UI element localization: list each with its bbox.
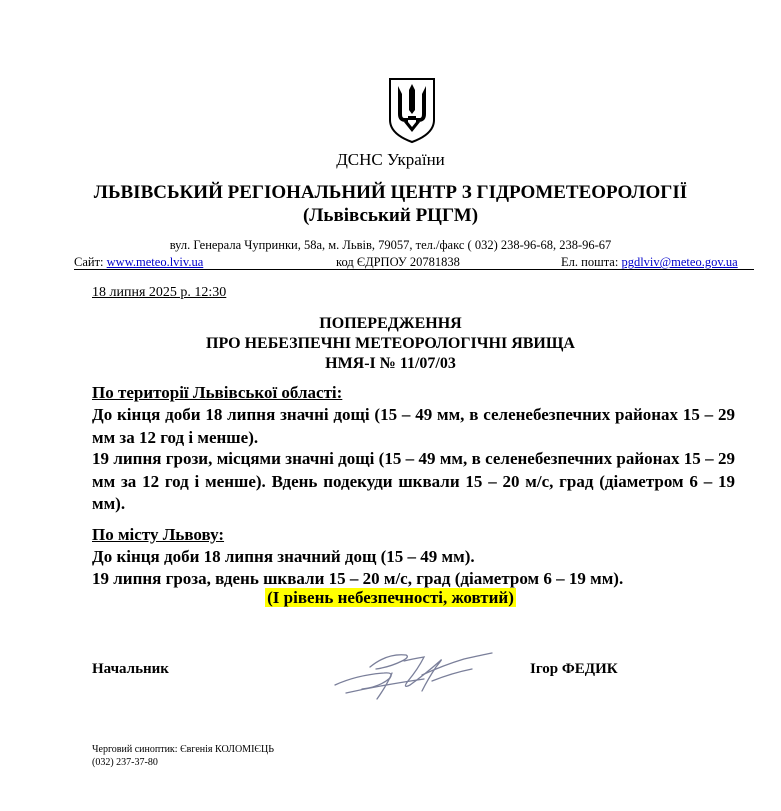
email-label: Ел. пошта: xyxy=(561,255,622,269)
email-block xyxy=(561,255,738,270)
document-number: НМЯ-І № 11/07/03 xyxy=(325,355,456,372)
organization-name: ЛЬВІВСЬКИЙ РЕГІОНАЛЬНИЙ ЦЕНТР З ГІДРОМЕТЕОРОЛОГІЇ xyxy=(93,182,688,203)
danger-level-block xyxy=(0,588,781,608)
danger-level: (І рівень небезпечності, жовтий) xyxy=(267,588,514,607)
duty-phone: (032) 237-37-80 xyxy=(92,757,158,768)
issue-date: 18 липня 2025 р. 12:30 xyxy=(92,285,227,300)
edrpou-code: код ЄДРПОУ 20781838 xyxy=(336,255,460,269)
document-title: ПОПЕРЕДЖЕННЯ xyxy=(319,315,462,332)
region-forecast-today: До кінця доби 18 липня значні дощі (15 – 49 мм, в селенебезпечних районах 15 – 29 мм за 12 год і менше). xyxy=(92,405,735,447)
agency-name: ДСНС України xyxy=(336,150,445,169)
city-forecast-tomorrow: 19 липня гроза, вдень шквали 15 – 20 м/с, град (діаметром 6 – 19 мм). xyxy=(92,569,624,588)
email-link[interactable]: pgdlviv@meteo.gov.ua xyxy=(621,255,738,269)
city-forecast-today: До кінця доби 18 липня значний дощ (15 – 49 мм). xyxy=(92,547,475,566)
city-heading: По місту Львову: xyxy=(92,525,225,544)
site-label: Сайт: xyxy=(74,255,107,269)
organization-short-name: (Львівський РЦГМ) xyxy=(302,205,479,226)
duty-forecaster: Черговий синоптик: Євгенія КОЛОМІЄЦЬ xyxy=(92,744,274,755)
region-heading: По території Львівської області: xyxy=(92,383,343,402)
address-line: вул. Генерала Чупринки, 58а, м. Львів, 79057, тел./факс ( 032) 238-96-68, 238-96-67 xyxy=(169,238,612,252)
region-forecast-tomorrow: 19 липня грози, місцями значні дощі (15 – 49 мм, в селенебезпечних районах 15 – 29 мм за 12 год і менше). Вдень подекуди шквали 15 – 20 м/с, град (діаметром 6 – 19 мм). xyxy=(92,449,735,514)
coat-of-arms-icon xyxy=(386,76,438,144)
signatory-position: Начальник xyxy=(92,661,169,677)
signatory-name: Ігор ФЕДИК xyxy=(530,661,618,677)
site-block xyxy=(74,255,203,270)
handwritten-signature xyxy=(332,645,497,705)
contact-line xyxy=(74,255,754,270)
site-link[interactable]: www.meteo.lviv.ua xyxy=(106,255,204,269)
document-subtitle: ПРО НЕБЕЗПЕЧНІ МЕТЕОРОЛОГІЧНІ ЯВИЩА xyxy=(206,335,575,352)
